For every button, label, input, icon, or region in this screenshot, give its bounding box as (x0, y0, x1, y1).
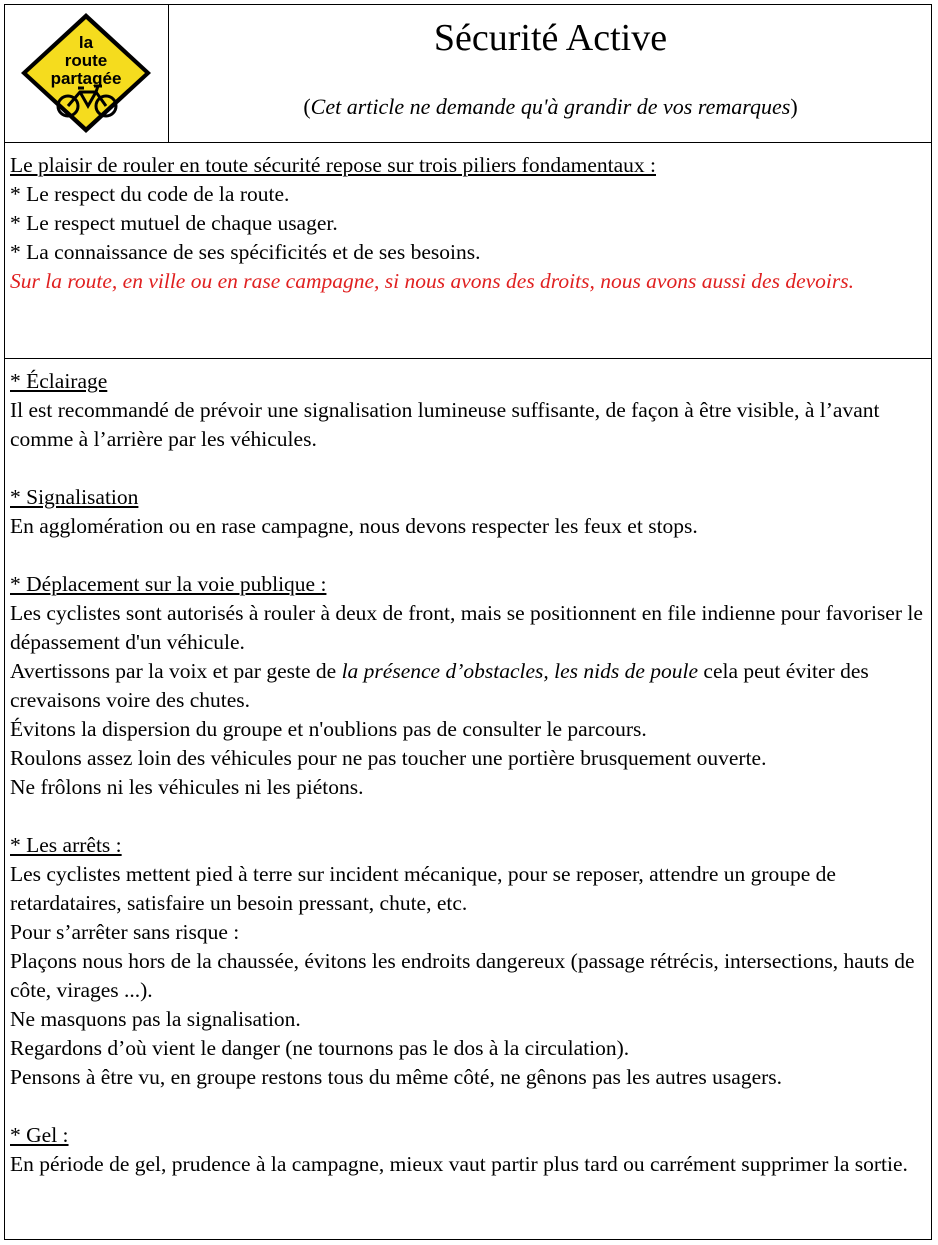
rules-section (4, 359, 932, 1240)
deplacement-text: Les cyclistes sont autorisés à rouler à deux de front, mais se positionnent en file indienne pour favoriser le dépassement d'un véhicule. (10, 601, 923, 654)
intro-heading: Le plaisir de rouler en toute sécurité repose sur trois piliers fondamentaux : (10, 153, 656, 177)
deplacement-heading: * Déplacement sur la voie publique : (10, 572, 327, 596)
logo-text-route: route (64, 51, 108, 70)
logo-cell (4, 4, 169, 142)
arrets-text: Pour s’arrêter sans risque : (10, 920, 240, 944)
route-partagee-logo (18, 10, 154, 136)
deplacement-text: Roulons assez loin des véhicules pour ne pas toucher une portière brusquement ouverte. (10, 746, 767, 770)
arrets-text: Les cyclistes mettent pied à terre sur incident mécanique, pour se reposer, attendre un groupe de retardataires, satisfaire un besoin pressant, chute, etc. (10, 862, 836, 915)
eclairage-text: Il est recommandé de prévoir une signalisation lumineuse suffisante, de façon à être visible, à l’avant comme à l’arrière par les véhicules. (10, 398, 880, 451)
arrets-text: Regardons d’où vient le danger (ne tournons pas le dos à la circulation). (10, 1036, 630, 1060)
header (4, 4, 932, 143)
gel-text: En période de gel, prudence à la campagne, mieux vaut partir plus tard ou carrément supprimer la sortie. (10, 1152, 908, 1176)
arrets-text: Ne masquons pas la signalisation. (10, 1007, 301, 1031)
deplacement-text (10, 657, 926, 715)
gel-heading: * Gel : (10, 1123, 69, 1147)
page-subtitle (169, 92, 932, 122)
signalisation-text: En agglomération ou en rase campagne, nous devons respecter les feux et stops. (10, 514, 698, 538)
arrets-text: Pensons à être vu, en groupe restons tous du même côté, ne gênons pas les autres usagers. (10, 1065, 783, 1089)
arrets-heading: * Les arrêts : (10, 833, 122, 857)
deplacement-text-italic: la présence d’obstacles, les nids de poule (341, 659, 699, 683)
deplacement-text-part: Avertissons par la voix et par geste de (10, 659, 342, 683)
intro-section (4, 143, 932, 359)
intro-item: * Le respect mutuel de chaque usager. (10, 211, 338, 235)
arrets-text: Plaçons nous hors de la chaussée, évitons les endroits dangereux (passage rétrécis, intersections, hauts de côte, virages ...). (10, 949, 915, 1002)
intro-item: * La connaissance de ses spécificités et de ses besoins. (10, 240, 481, 264)
subtitle-close-paren: ) (790, 94, 798, 119)
deplacement-text-part: cela peut éviter des crevaisons voire des chutes. (10, 659, 869, 712)
intro-item: * Le respect du code de la route. (10, 182, 290, 206)
intro-warning: Sur la route, en ville ou en rase campagne, si nous avons des droits, nous avons aussi des devoirs. (10, 269, 855, 293)
deplacement-text: Évitons la dispersion du groupe et n'oublions pas de consulter le parcours. (10, 717, 647, 741)
logo-text-la: la (78, 33, 94, 52)
signalisation-heading: * Signalisation (10, 485, 139, 509)
deplacement-text: Ne frôlons ni les véhicules ni les piétons. (10, 775, 364, 799)
subtitle-open-paren: ( (303, 94, 311, 119)
page-title: Sécurité Active (433, 17, 668, 59)
subtitle-text: Cet article ne demande qu'à grandir de vos remarques (310, 94, 791, 119)
logo-text-partagee: partagée (50, 69, 122, 88)
eclairage-heading: * Éclairage (10, 369, 108, 393)
